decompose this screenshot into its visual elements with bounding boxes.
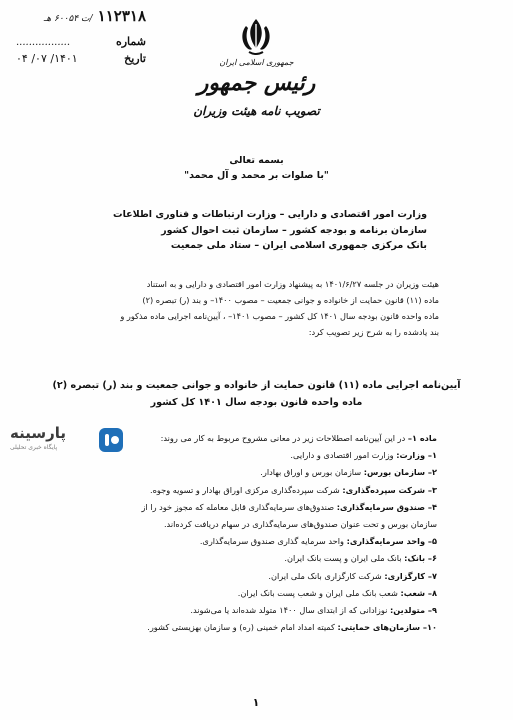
article-item: ۵– واحد سرمایه‌گذاری: واحد سرمایه گذاری صندوق سرمایه‌گذاری. (199, 536, 437, 547)
article-item: ۴– صندوق سرمایه‌گذاری: صندوق‌های سرمایه‌گذاری قابل معامله که مجوز خود را از (141, 501, 437, 512)
article-item: سازمان بورس و تحت عنوان صندوق‌های سرمایه‌گذاری در سهام دریافت کرده‌اند. (163, 519, 437, 530)
shomareh-line: ................. (16, 37, 71, 48)
recipient-line: وزارت امور اقتصادی و دارایی – وزارت ارتباطات و فناوری اطلاعات (113, 209, 427, 220)
shomareh-row (16, 35, 146, 48)
regulation-title (44, 377, 469, 411)
shomareh-label: شماره (115, 35, 146, 48)
article-item: ۹– متولدین: نوزادانی که از ابتدای سال ۱۴۰۰ متولد شده‌اند یا می‌شوند. (190, 605, 437, 616)
title-line: ماده واحده قانون بودجه سال ۱۴۰۱ کل کشور (150, 397, 363, 408)
article-item: ۶– بانک: بانک ملی ایران و پست بانک ایران. (284, 553, 437, 564)
intro-line: هیئت وزیران در جلسه ۱۴۰۱/۶/۲۷ به پیشنهاد وزارت امور اقتصادی و دارایی و به استناد (146, 279, 439, 289)
article-item: ۸– شعب: شعب بانک ملی ایران و شعب پست بانک ایران. (237, 587, 437, 598)
reference-number-suffix: /ت ۶۰۰۵۴ هـ (43, 14, 93, 24)
letterhead-president: رئیس جمهور (197, 70, 316, 96)
reference-block (16, 6, 146, 65)
watermark-name: پارسینه (10, 424, 66, 442)
article-item: ۱– وزارت: وزارت امور اقتصادی و دارایی. (290, 450, 437, 461)
reference-number-row (16, 6, 146, 25)
article-item: ۲– سازمان بورس: سازمان بورس و اوراق بهادار. (260, 467, 437, 478)
reference-number: ۱۱۲۳۱۸ (97, 7, 146, 25)
article-item: ماده ۱– در این آیین‌نامه اصطلاحات زیر در معانی مشروح مربوط به کار می روند: (160, 433, 437, 443)
recipient-line: سازمان برنامه و بودجه کشور – سازمان ثبت احوال کشور (161, 224, 427, 236)
iran-emblem-icon (239, 16, 273, 56)
title-line: آیین‌نامه اجرایی ماده (۱۱) قانون حمایت از خانواده و جوانی جمعیت و بند (ر) تبصره (۲) (52, 380, 461, 391)
recipient-line: بانک مرکزی جمهوری اسلامی ایران – ستاد ملی جمعیت (170, 240, 427, 251)
intro-line: ماده (۱۱) قانون حمایت از خانواده و جوانی جمعیت – مصوب ۱۴۰۰– و بند (ر) تبصره (۲) (142, 295, 439, 305)
article-item: ۱۰– سازمان‌های حمایتی: کمیته امداد امام خمینی (ره) و سازمان بهزیستی کشور. (147, 622, 437, 633)
articles-list (65, 430, 437, 636)
recipients-block (87, 207, 427, 254)
page-number: ۱ (252, 696, 260, 709)
intro-line: بند یادشده را به شرح زیر تصویب کرد: (308, 327, 439, 337)
date-value: ۱۴۰۱/ ۰۷/ ۰۴ (16, 52, 78, 65)
intro-line: ماده واحده قانون بودجه سال ۱۴۰۱ کل کشور – مصوب ۱۴۰۱– ، آیین‌نامه اجرایی ماده مذکور و (120, 311, 439, 321)
bismillah: بسمه تعالی (229, 155, 284, 166)
date-label: تاریخ (124, 52, 146, 65)
letterhead-cabinet: تصویب نامه هیئت وزیران (193, 104, 320, 118)
article-item: ۷– کارگزاری: شرکت کارگزاری بانک ملی ایران. (268, 570, 437, 581)
intro-paragraph (74, 276, 439, 340)
watermark-tagline: پایگاه خبری تحلیلی (10, 444, 58, 451)
letterhead-republic: جمهوری اسلامی ایران (219, 58, 294, 67)
date-row (16, 52, 146, 65)
article-item: ۳– شرکت سپرده‌گذاری: شرکت سپرده‌گذاری مرکزی اوراق بهادار و تسویه وجوه. (150, 484, 437, 495)
salawat: "با صلوات بر محمد و آل محمد" (184, 170, 329, 181)
